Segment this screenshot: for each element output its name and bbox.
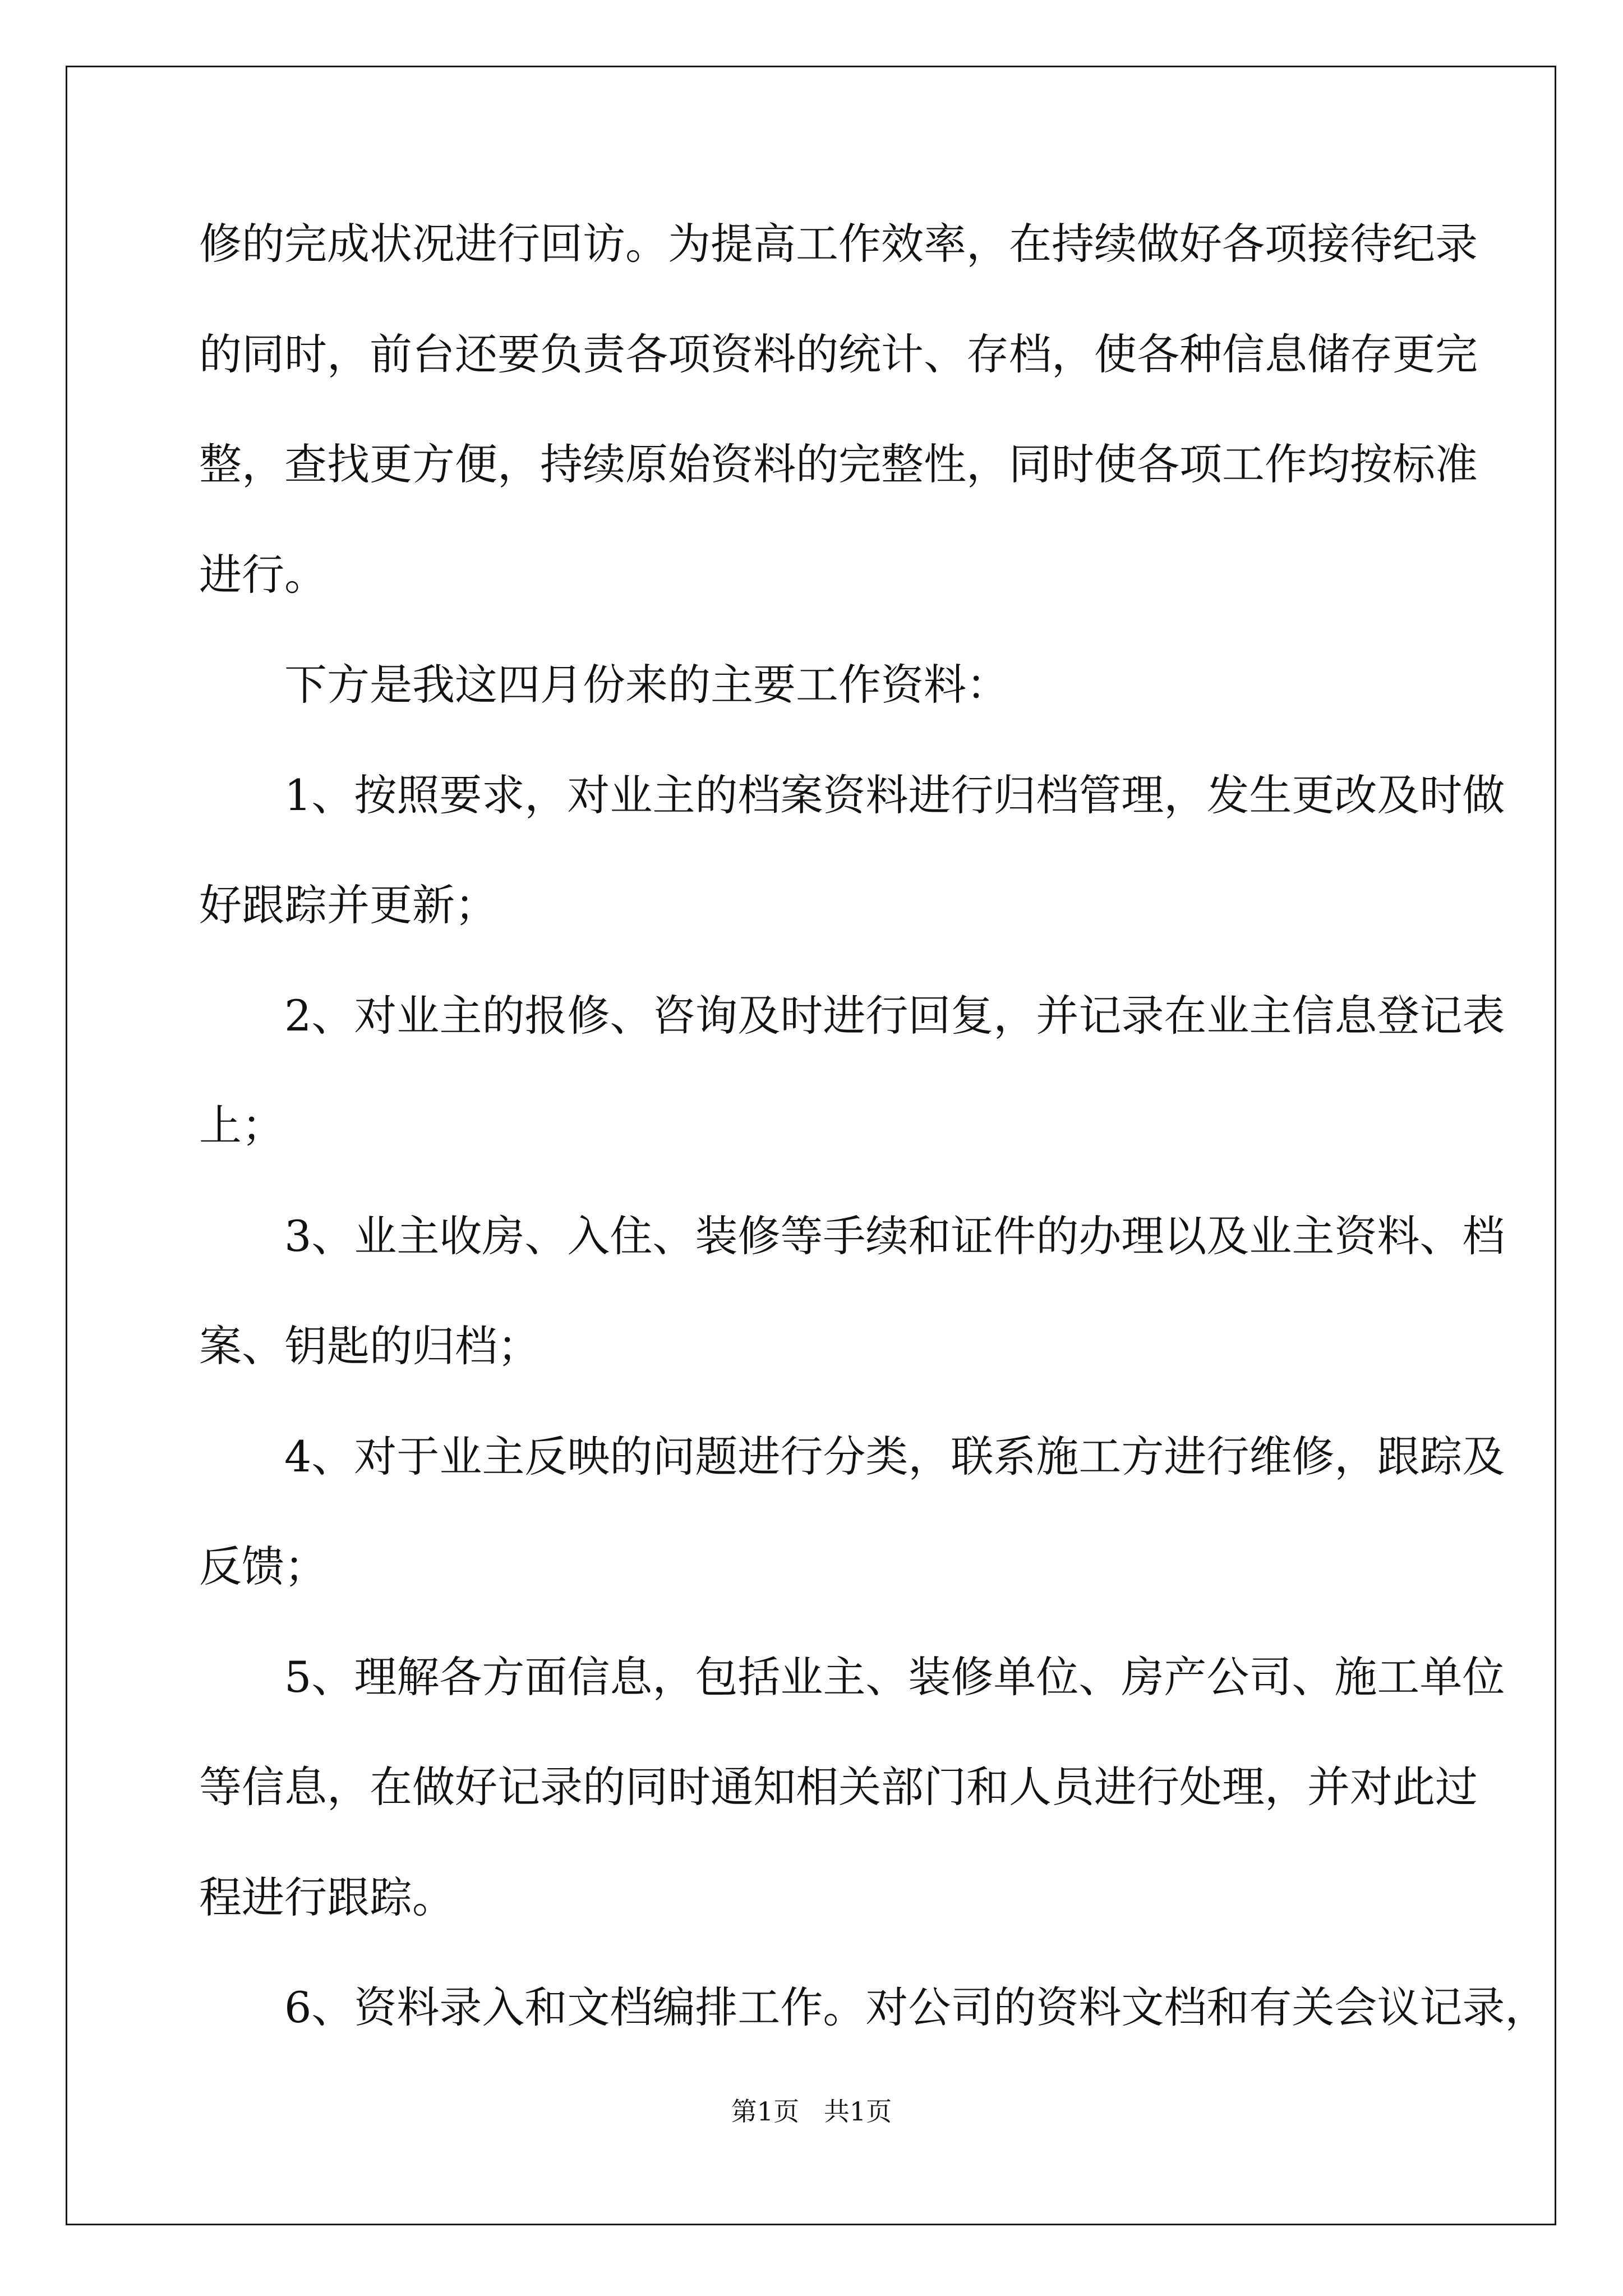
paragraph-start-line: 4、对于业主反映的问题进行分类，联系施工方进行维修，跟踪及 — [284, 1432, 1505, 1481]
text-line: 好跟踪并更新； — [199, 880, 497, 930]
text-line: 整，查找更方便，持续原始资料的完整性，同时使各项工作均按标准 — [199, 439, 1478, 489]
paragraph-start-line: 2、对业主的报修、咨询及时进行回复，并记录在业主信息登记表 — [284, 991, 1505, 1041]
text-line: 修的完成状况进行回访。为提高工作效率，在持续做好各项接待纪录 — [199, 219, 1478, 269]
text-line: 等信息，在做好记录的同时通知相关部门和人员进行处理，并对此过 — [199, 1762, 1478, 1812]
paragraph-start-line: 5、理解各方面信息，包括业主、装修单位、房产公司、施工单位 — [284, 1652, 1505, 1702]
paragraph-start-line: 下方是我这四月份来的主要工作资料： — [284, 660, 1009, 710]
text-line: 程进行跟踪。 — [199, 1872, 455, 1922]
text-line: 的同时，前台还要负责各项资料的统计、存档，使各种信息储存更完 — [199, 329, 1478, 379]
text-line: 进行。 — [199, 550, 327, 600]
text-line: 案、钥匙的归档； — [199, 1321, 540, 1371]
paragraph-start-line: 1、按照要求，对业主的档案资料进行归档管理，发生更改及时做 — [284, 770, 1505, 820]
page-number-footer: 第1页 共1页 — [731, 2096, 892, 2127]
paragraph-start-line: 6、资料录入和文档编排工作。对公司的资料文档和有关会议记录， — [284, 1982, 1548, 2032]
text-line: 反馈； — [199, 1542, 327, 1591]
text-line: 上； — [199, 1101, 284, 1151]
paragraph-start-line: 3、业主收房、入住、装修等手续和证件的办理以及业主资料、档 — [284, 1211, 1505, 1261]
